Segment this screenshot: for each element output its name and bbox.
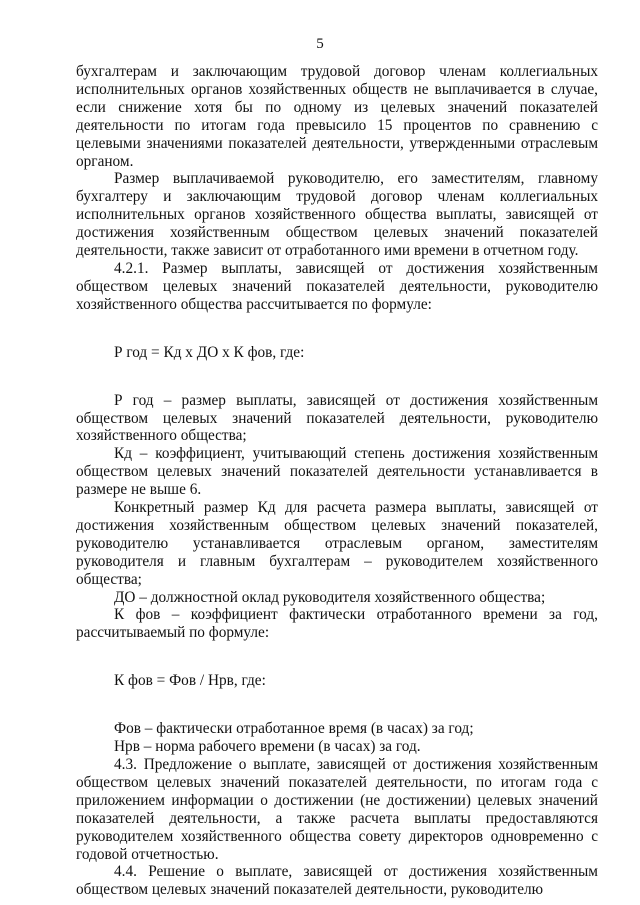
paragraph-4-4: 4.4. Решение о выплате, зависящей от достижения хозяйственным обществом целевых значений показателей деятельности, руководителю: [76, 863, 598, 899]
definition-nrv: Нрв – норма рабочего времени (в часах) за год.: [114, 738, 421, 756]
paragraph-continuation: бухгалтерам и заключающим трудовой договор членам коллегиальных исполнительных органов хозяйственных обществ не выплачивается в случае, если снижение хотя бы по одному из целевых значений показателей деятельности по итогам года превысило 15 процентов по сравнению с целевыми значениями показателей деятельности, утвержденными отраслевым органом.: [76, 63, 598, 170]
formula-p-god: Р год = Кд х ДО х К фов, где:: [114, 343, 305, 361]
document-body: [76, 63, 598, 899]
definition-do: ДО – должностной оклад руководителя хозяйственного общества;: [114, 588, 546, 606]
definition-p-god: Р год – размер выплаты, зависящей от достижения хозяйственным обществом целевых значений показателей деятельности, руководителю хозяйственного общества;: [76, 391, 598, 445]
definition-k-fov: К фов – коэффициент фактически отработанного времени за год, рассчитываемый по формуле:: [76, 606, 598, 642]
paragraph-payment-size: Размер выплачиваемой руководителю, его заместителям, главному бухгалтеру и заключающим трудовой договор членам коллегиальных исполнительных органов хозяйственного общества выплаты, зависящей от достижения хозяйственным обществом целевых значений показателей деятельности, также зависит от отработанного ими времени в отчетном году.: [76, 170, 598, 260]
paragraph-kd-specific: Конкретный размер Кд для расчета размера выплаты, зависящей от достижения хозяйственным обществом целевых значений показателей, руководителю устанавливается отраслевым органом, заместителям руководителя и главным бухгалтерам – руководителем хозяйственного общества;: [76, 499, 598, 588]
definition-kd: Кд – коэффициент, учитывающий степень достижения хозяйственным обществом целевых значений показателей деятельности устанавливается в размере не выше 6.: [76, 445, 598, 499]
formula-k-fov: К фов = Фов / Нрв, где:: [114, 672, 266, 690]
definition-fov: Фов – фактически отработанное время (в часах) за год;: [114, 720, 474, 738]
paragraph-4-3: 4.3. Предложение о выплате, зависящей от достижения хозяйственным обществом целевых значений показателей деятельности, по итогам года с приложением информации о достижении (не достижении) целевых значений показателей деятельности, а также расчета выплаты предоставляются руководителем хозяйственного общества совету директоров одновременно с годовой отчетностью.: [76, 756, 598, 863]
paragraph-4-2-1: 4.2.1. Размер выплаты, зависящей от достижения хозяйственным обществом целевых значений показателей деятельности, руководителю хозяйственного общества рассчитывается по формуле:: [76, 259, 598, 313]
page-number: 5: [316, 36, 324, 52]
